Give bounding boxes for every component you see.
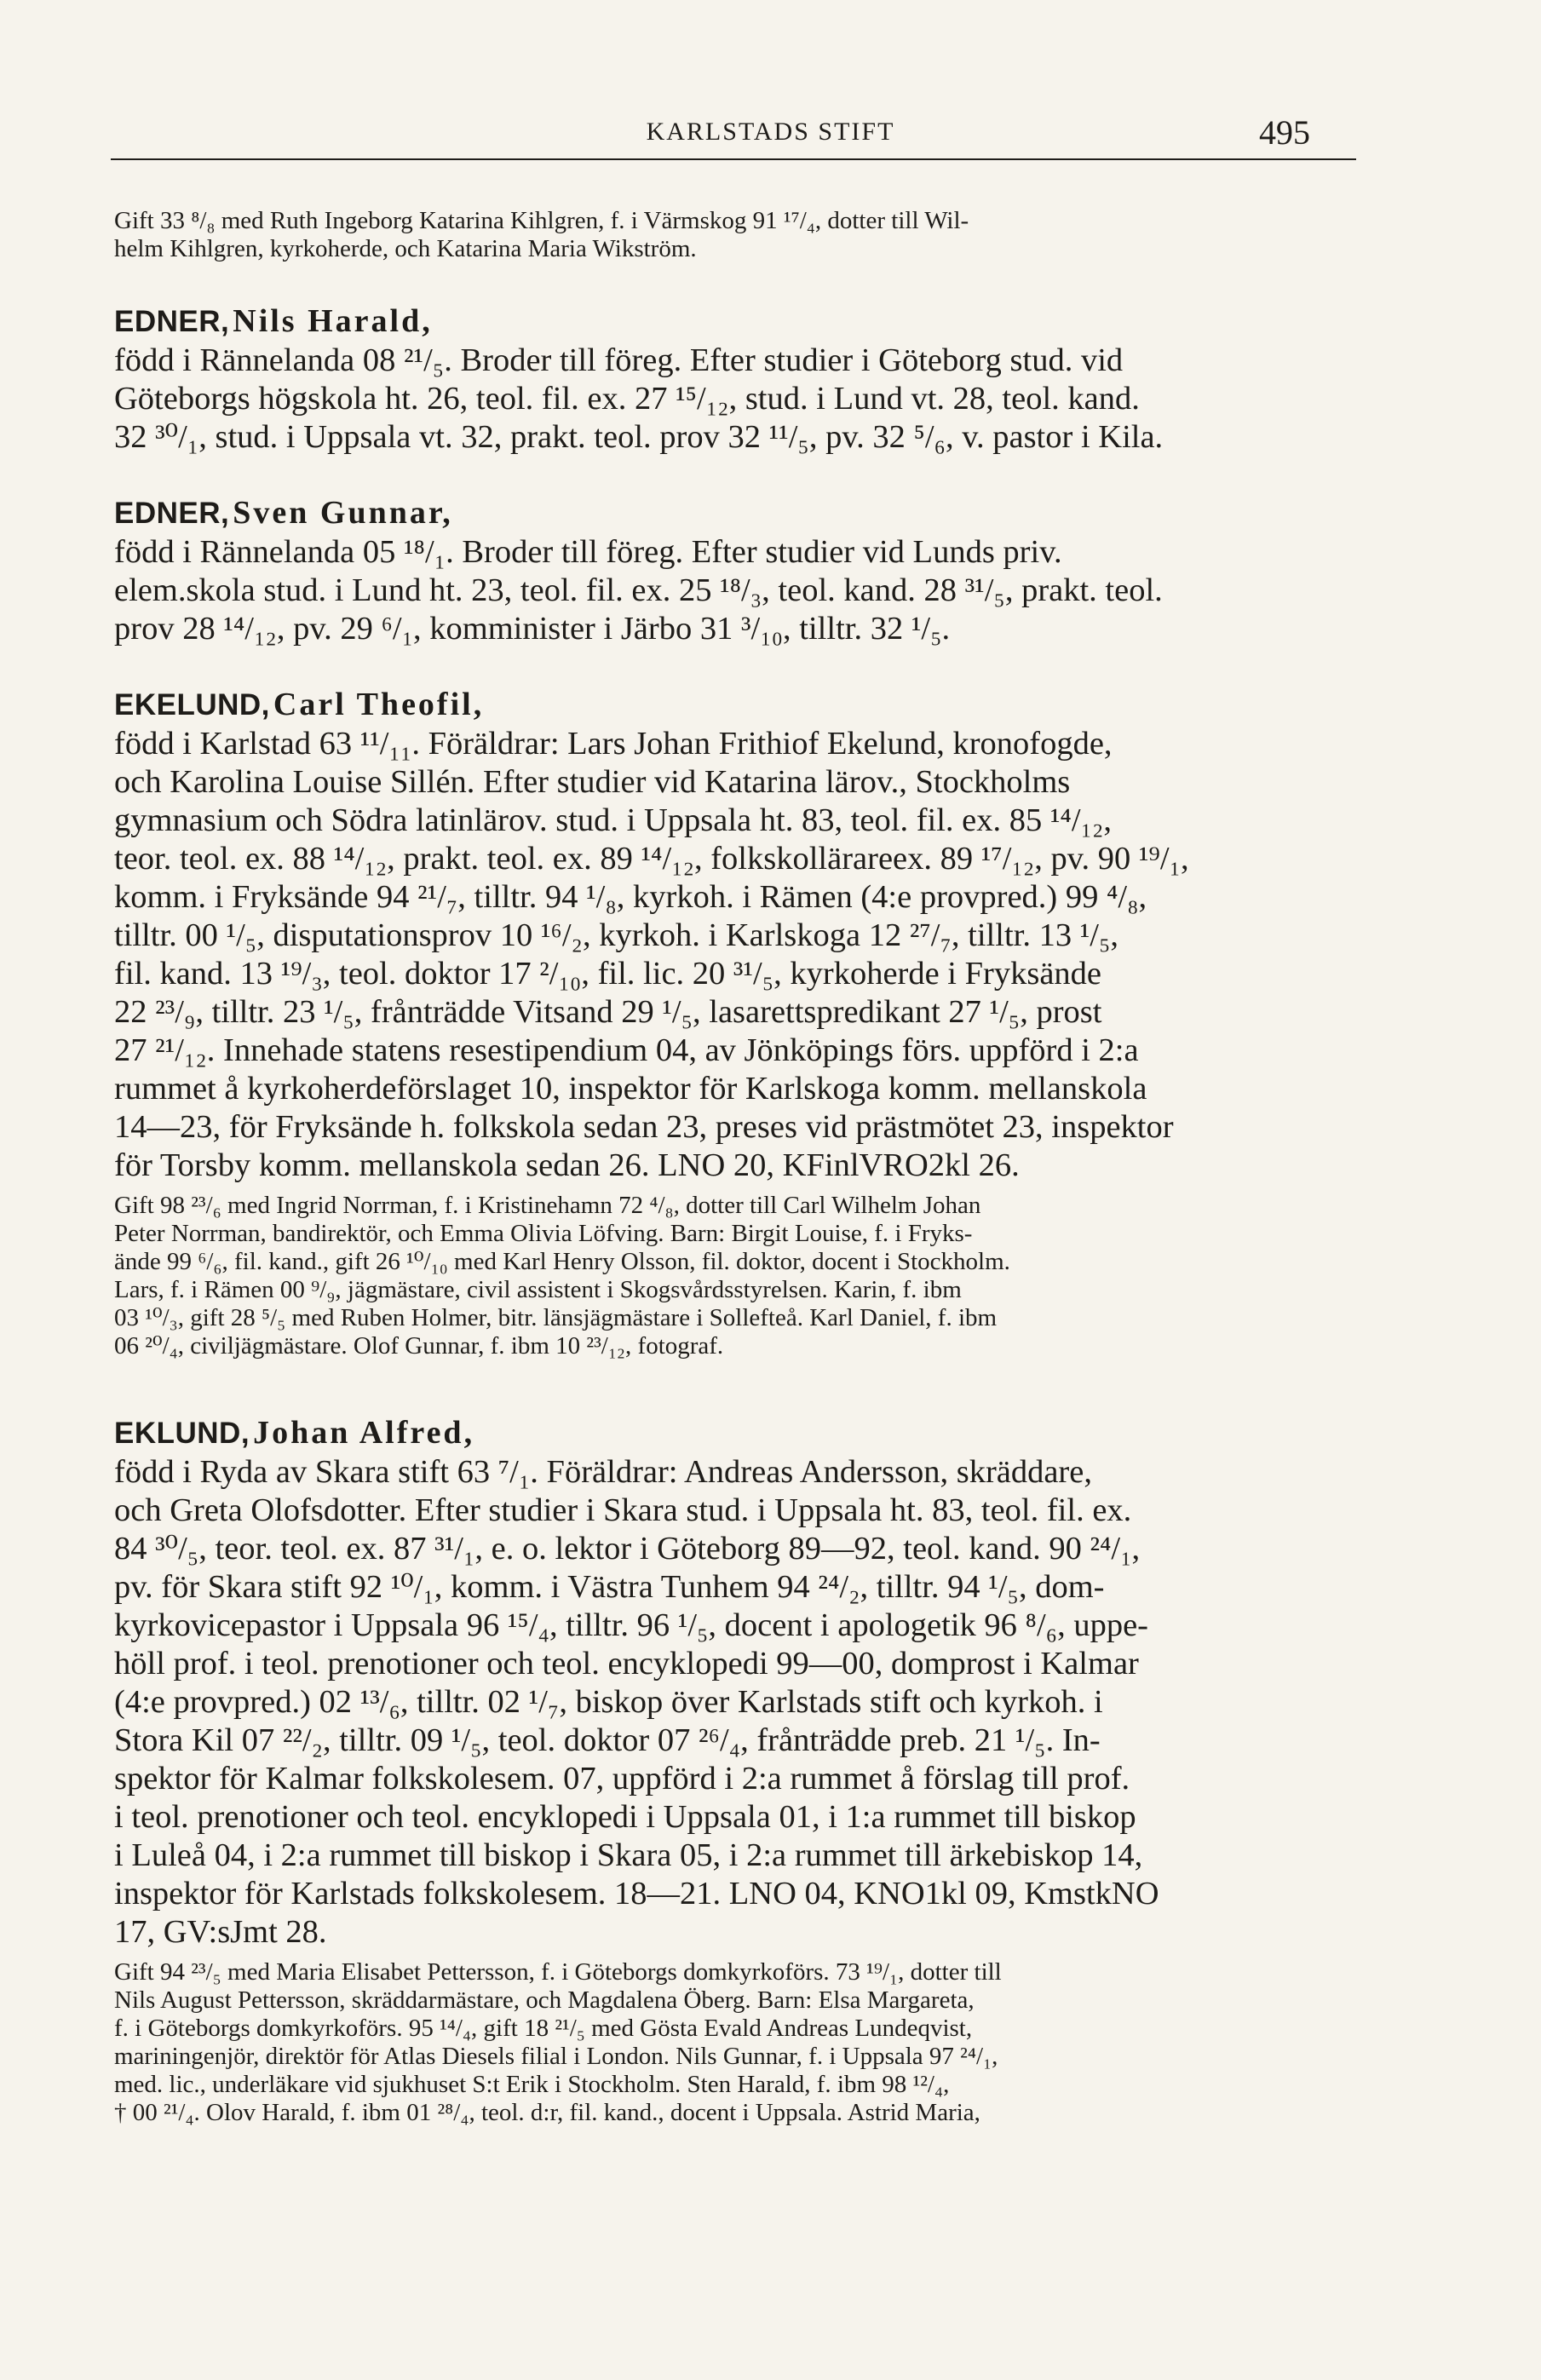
note-line: helm Kihlgren, kyrkoherde, och Katarina Maria Wikström. <box>114 235 697 262</box>
entry-family <box>114 1958 1354 2127</box>
body-line: rummet å kyrkoherdeförslaget 10, inspektor för Karlskoga komm. mellanskola <box>114 1071 1147 1107</box>
body-line: i Luleå 04, i 2:a rummet till biskop i Skara 05, i 2:a rummet till ärkebiskop 14, <box>114 1837 1143 1873</box>
body-line: och Karolina Louise Sillén. Efter studier vid Katarina lärov., Stockholms <box>114 764 1071 800</box>
entry-eklund-johan <box>114 1414 1354 2127</box>
body-line: höll prof. i teol. prenotioner och teol. encyklopedi 99—00, domprost i Kalmar <box>114 1646 1139 1682</box>
body-line: fil. kand. 13 ¹⁹/₃, teol. doktor 17 ²/₁₀, fil. lic. 20 ³¹/₅, kyrkoherde i Fryksände <box>114 956 1102 992</box>
entry-edner-nils <box>114 302 1354 457</box>
body-line: och Greta Olofsdotter. Efter studier i Skara stud. i Uppsala ht. 83, teol. fil. ex. <box>114 1492 1132 1528</box>
entry-surname: EKLUND, <box>114 1417 250 1450</box>
entry-given-names: Sven Gunnar, <box>233 495 453 531</box>
entry-surname: EDNER, <box>114 305 230 338</box>
running-title: KARLSTADS STIFT <box>646 118 895 146</box>
family-line: Nils August Pettersson, skräddarmästare, och Magdalena Öberg. Barn: Elsa Margareta, <box>114 1986 975 2014</box>
family-line: mariningenjör, direktör för Atlas Diesels filial i London. Nils Gunnar, f. i Uppsala 97 ²⁴/₁, <box>114 2043 998 2070</box>
body-line: gymnasium och Södra latinlärov. stud. i Uppsala ht. 83, teol. fil. ex. 85 ¹⁴/₁₂, <box>114 802 1112 838</box>
family-line: med. lic., underläkare vid sjukhuset S:t Erik i Stockholm. Sten Harald, f. ibm 98 ¹²/₄, <box>114 2071 950 2098</box>
body-line: prov 28 ¹⁴/₁₂, pv. 29 ⁶/₁, komminister i Järbo 31 ³/₁₀, tilltr. 32 ¹/₅. <box>114 611 951 647</box>
entry-heading <box>114 302 1354 342</box>
entry-ekelund-carl <box>114 686 1354 1360</box>
body-line: född i Rännelanda 08 ²¹/₅. Broder till föreg. Efter studier i Göteborg stud. vid <box>114 342 1124 378</box>
body-line: spektor för Kalmar folkskolesem. 07, uppförd i 2:a rummet å förslag till prof. <box>114 1761 1130 1796</box>
body-line: 22 ²³/₉, tilltr. 23 ¹/₅, frånträdde Vitsand 29 ¹/₅, lasarettspredikant 27 ¹/₅, prost <box>114 994 1102 1030</box>
body-line: inspektor för Karlstads folkskolesem. 18—21. LNO 04, KNO1kl 09, KmstkNO <box>114 1876 1159 1911</box>
entry-body <box>114 342 1354 457</box>
entry-body <box>114 533 1354 648</box>
entry-given-names: Johan Alfred, <box>253 1415 475 1451</box>
entry-family <box>114 1192 1354 1360</box>
body-line: i teol. prenotioner och teol. encyklopedi i Uppsala 01, i 1:a rummet till biskop <box>114 1799 1136 1835</box>
entry-surname: EDNER, <box>114 497 230 530</box>
family-line: Gift 98 ²³/₆ med Ingrid Norrman, f. i Kristinehamn 72 ⁴/₈, dotter till Carl Wilhelm Johan <box>114 1192 981 1219</box>
family-line: † 00 ²¹/₄. Olov Harald, f. ibm 01 ²⁸/₄, teol. d:r, fil. kand., docent i Uppsala. Astrid Maria, <box>114 2099 980 2126</box>
body-line: 17, GV:sJmt 28. <box>114 1914 327 1950</box>
body-line: född i Karlstad 63 ¹¹/₁₁. Föräldrar: Lars Johan Frithiof Ekelund, kronofogde, <box>114 726 1113 762</box>
family-line: Lars, f. i Rämen 00 ⁹/₉, jägmästare, civil assistent i Skogsvårdsstyrelsen. Karin, f. ibm <box>114 1276 962 1303</box>
body-line: tilltr. 00 ¹/₅, disputationsprov 10 ¹⁶/₂, kyrkoh. i Karlskoga 12 ²⁷/₇, tilltr. 13 ¹/₅, <box>114 917 1119 953</box>
body-line: 14—23, för Fryksände h. folkskola sedan 23, preses vid prästmötet 23, inspektor <box>114 1109 1174 1145</box>
entry-heading <box>114 494 1354 533</box>
note-line: Gift 33 ⁸/₈ med Ruth Ingeborg Katarina Kihlgren, f. i Värmskog 91 ¹⁷/₄, dotter till Wil- <box>114 207 969 234</box>
body-line: 27 ²¹/₁₂. Innehade statens resestipendium 04, av Jönköpings förs. uppförd i 2:a <box>114 1032 1139 1068</box>
entry-heading <box>114 686 1354 725</box>
body-line: Göteborgs högskola ht. 26, teol. fil. ex. 27 ¹⁵/₁₂, stud. i Lund vt. 28, teol. kand. <box>114 381 1140 417</box>
family-line: 03 ¹⁰/₃, gift 28 ⁵/₅ med Ruben Holmer, bitr. länsjägmästare i Sollefteå. Karl Daniel, f. ibm <box>114 1304 998 1331</box>
page-number: 495 <box>1259 113 1310 152</box>
body-line: komm. i Fryksände 94 ²¹/₇, tilltr. 94 ¹/₈, kyrkoh. i Rämen (4:e provpred.) 99 ⁴/₈, <box>114 879 1147 915</box>
entry-surname: EKELUND, <box>114 688 270 721</box>
entry-given-names: Carl Theofil, <box>273 687 485 722</box>
family-line: 06 ²⁰/₄, civiljägmästare. Olof Gunnar, f. ibm 10 ²³/₁₂, fotograf. <box>114 1332 724 1360</box>
family-line: Gift 94 ²³/₅ med Maria Elisabet Pettersson, f. i Göteborgs domkyrkoförs. 73 ¹⁹/₁, dotter till <box>114 1958 1002 1986</box>
body-line: elem.skola stud. i Lund ht. 23, teol. fil. ex. 25 ¹⁸/₃, teol. kand. 28 ³¹/₅, prakt. teol. <box>114 572 1163 608</box>
family-line: Peter Norrman, bandirektör, och Emma Olivia Löfving. Barn: Birgit Louise, f. i Fryks- <box>114 1220 973 1247</box>
body-line: född i Rännelanda 05 ¹⁸/₁. Broder till föreg. Efter studier vid Lunds priv. <box>114 534 1062 570</box>
body-line: kyrkovicepastor i Uppsala 96 ¹⁵/₄, tilltr. 96 ¹/₅, docent i apologetik 96 ⁸/₆, uppe- <box>114 1607 1148 1643</box>
top-note <box>114 207 1354 263</box>
family-line: ände 99 ⁶/₆, fil. kand., gift 26 ¹⁰/₁₀ med Karl Henry Olsson, fil. doktor, docent i Stockholm. <box>114 1248 1010 1275</box>
body-line: 84 ³⁰/₅, teor. teol. ex. 87 ³¹/₁, e. o. lektor i Göteborg 89—92, teol. kand. 90 ²⁴/₁, <box>114 1531 1141 1567</box>
body-line: för Torsby komm. mellanskola sedan 26. LNO 20, KFinlVRO2kl 26. <box>114 1147 1020 1183</box>
body-line: teor. teol. ex. 88 ¹⁴/₁₂, prakt. teol. ex. 89 ¹⁴/₁₂, folkskollärareex. 89 ¹⁷/₁₂, pv. 90 ¹⁹/₁, <box>114 841 1189 877</box>
header-rule <box>111 158 1356 160</box>
entry-edner-sven <box>114 494 1354 648</box>
entry-given-names: Nils Harald, <box>233 303 433 339</box>
entry-body <box>114 725 1354 1185</box>
family-line: f. i Göteborgs domkyrkoförs. 95 ¹⁴/₄, gift 18 ²¹/₅ med Gösta Evald Andreas Lundeqvist, <box>114 2015 973 2042</box>
entry-body <box>114 1453 1354 1952</box>
body-line: född i Ryda av Skara stift 63 ⁷/₁. Föräldrar: Andreas Andersson, skräddare, <box>114 1454 1092 1490</box>
body-line: 32 ³⁰/₁, stud. i Uppsala vt. 32, prakt. teol. prov 32 ¹¹/₅, pv. 32 ⁵/₆, v. pastor i Kila. <box>114 419 1164 455</box>
body-line: (4:e provpred.) 02 ¹³/₆, tilltr. 02 ¹/₇, biskop över Karlstads stift och kyrkoh. i <box>114 1684 1103 1720</box>
entry-heading <box>114 1414 1354 1453</box>
body-line: pv. för Skara stift 92 ¹⁰/₁, komm. i Västra Tunhem 94 ²⁴/₂, tilltr. 94 ¹/₅, dom- <box>114 1569 1105 1605</box>
body-line: Stora Kil 07 ²²/₂, tilltr. 09 ¹/₅, teol. doktor 07 ²⁶/₄, frånträdde preb. 21 ¹/₅. In- <box>114 1722 1101 1758</box>
